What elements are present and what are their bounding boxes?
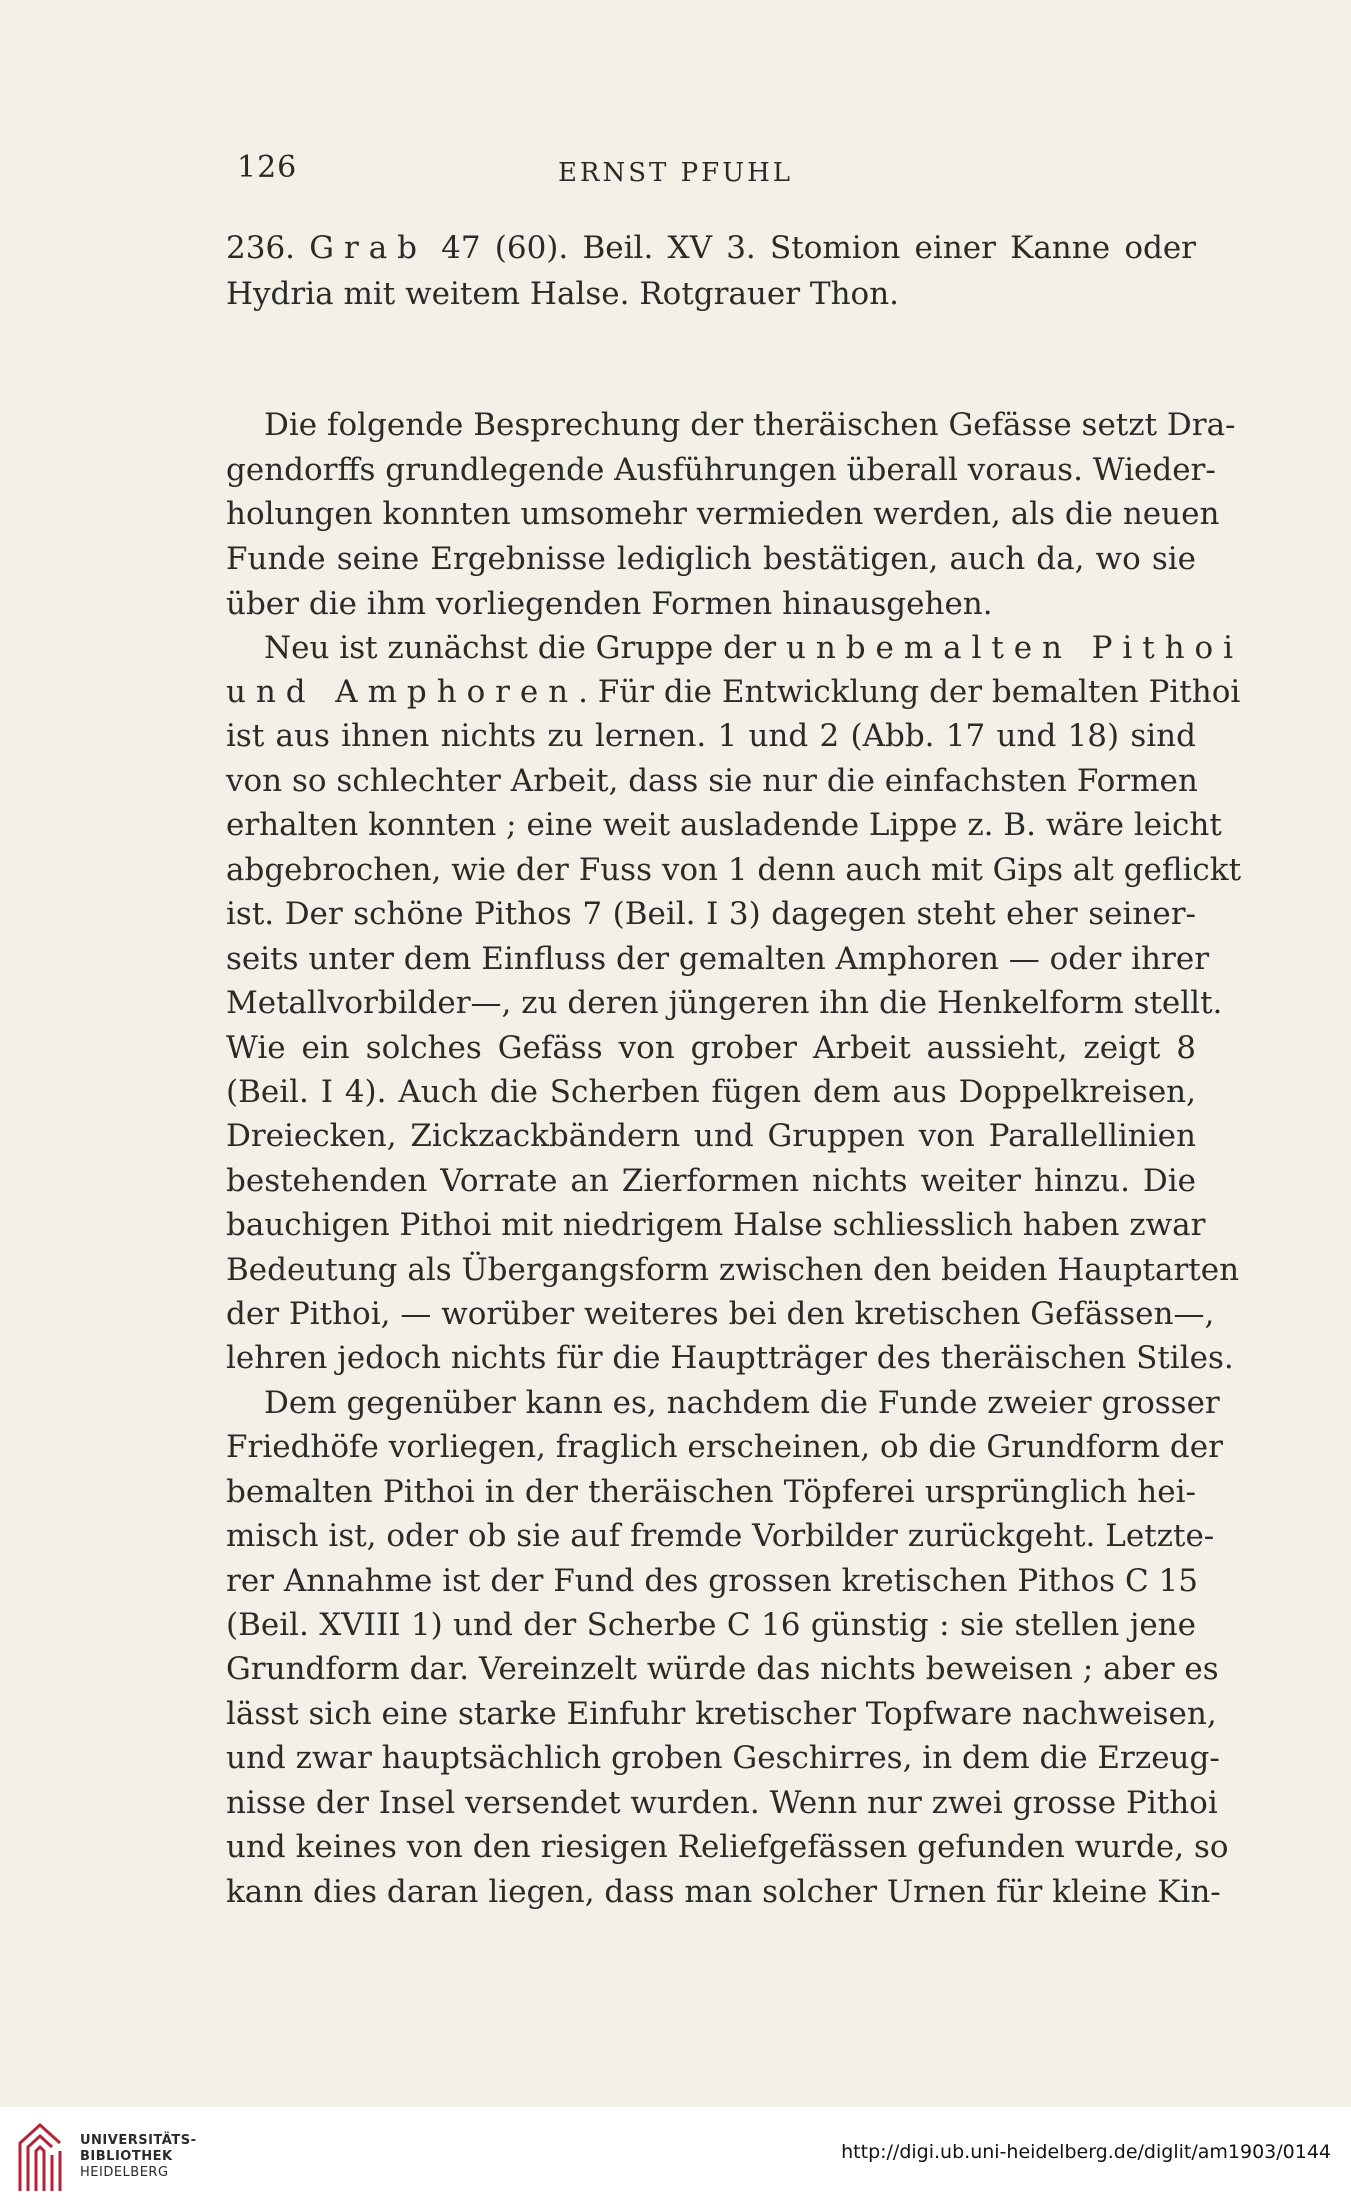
text-run: . Für die Entwicklung der bemalten Pithoi: [578, 674, 1241, 710]
text-line: nisse der Insel versendet wurden. Wenn nur zwei grosse Pithoi: [226, 1785, 1218, 1821]
text-line: ist aus ihnen nichts zu lernen. 1 und 2 (Abb. 17 und 18) sind: [226, 718, 1196, 754]
text-line: Grundform dar. Vereinzelt würde das nichts beweisen ; aber es: [226, 1651, 1219, 1687]
spaced-emphasis: und Amphoren: [226, 674, 579, 710]
spaced-emphasis: unbemalten Pithoi: [785, 630, 1243, 666]
library-name: [80, 2133, 196, 2181]
text-line: gendorffs grundlegende Ausführungen überall voraus. Wieder-: [226, 452, 1216, 488]
text-line: bauchigen Pithoi mit niedrigem Halse schliesslich haben zwar: [226, 1207, 1206, 1243]
text-line: rer Annahme ist der Fund des grossen kretischen Pithos C 15: [226, 1563, 1198, 1599]
text-line: (Beil. XVIII 1) und der Scherbe C 16 günstig : sie stellen jene: [226, 1607, 1196, 1643]
text-run: Neu ist zunächst die Gruppe der: [264, 630, 786, 666]
source-url-link[interactable]: http://digi.ub.uni-heidelberg.de/diglit/am1903/0144: [841, 2141, 1331, 2163]
text-line: über die ihm vorliegenden Formen hinausgehen.: [226, 586, 993, 622]
text-line: kann dies daran liegen, dass man solcher Urnen für kleine Kin-: [226, 1874, 1221, 1910]
entry-line: [226, 226, 1196, 270]
text-line: von so schlechter Arbeit, dass sie nur die einfachsten Formen: [226, 763, 1198, 799]
entry-grave-label: Grab: [309, 230, 427, 266]
text-line: Bedeutung als Übergangsform zwischen den beiden Hauptarten: [226, 1252, 1240, 1288]
library-name-line: UNIVERSITÄTS-: [80, 2133, 197, 2148]
text-line: und zwar hauptsächlich groben Geschirres, in dem die Erzeug-: [226, 1740, 1220, 1776]
text-line: [226, 670, 1241, 714]
text-line: Wie ein solches Gefäss von grober Arbeit aussieht, zeigt 8: [226, 1030, 1196, 1066]
text-line: Metallvorbilder—, zu deren jüngeren ihn die Henkelform stellt.: [226, 985, 1223, 1021]
text-line: bemalten Pithoi in der theräischen Töpferei ursprünglich hei-: [226, 1474, 1196, 1510]
page-number: 126: [237, 150, 298, 185]
library-name-line: BIBLIOTHEK: [80, 2149, 173, 2164]
text-line: erhalten konnten ; eine weit ausladende Lippe z. B. wäre leicht: [226, 807, 1222, 843]
text-line: lässt sich eine starke Einfuhr kretischer Topfware nachweisen,: [226, 1696, 1217, 1732]
text-line: ist. Der schöne Pithos 7 (Beil. I 3) dagegen steht eher seiner-: [226, 896, 1196, 932]
text-line: lehren jedoch nichts für die Hauptträger des theräischen Stiles.: [226, 1340, 1234, 1376]
library-logo-icon: [16, 2121, 64, 2193]
text-line: Die folgende Besprechung der theräischen Gefässe setzt Dra-: [264, 407, 1236, 443]
entry-text: 47 (60). Beil. XV 3. Stomion einer Kanne oder: [426, 230, 1196, 266]
text-line: seits unter dem Einfluss der gemalten Amphoren — oder ihrer: [226, 941, 1210, 977]
text-line: Dreiecken, Zickzackbändern und Gruppen von Parallellinien: [226, 1118, 1196, 1154]
text-line: Friedhöfe vorliegen, fraglich erscheinen, ob die Grundform der: [226, 1429, 1223, 1465]
library-name-line: HEIDELBERG: [80, 2165, 169, 2180]
entry-line: Hydria mit weitem Halse. Rotgrauer Thon.: [226, 276, 900, 312]
text-line: (Beil. I 4). Auch die Scherben fügen dem aus Doppelkreisen,: [226, 1074, 1196, 1110]
text-line: abgebrochen, wie der Fuss von 1 denn auch mit Gips alt geflickt: [226, 852, 1242, 888]
text-line: bestehenden Vorrate an Zierformen nichts weiter hinzu. Die: [226, 1163, 1196, 1199]
text-line: und keines von den riesigen Reliefgefässen gefunden wurde, so: [226, 1829, 1229, 1865]
text-line: Funde seine Ergebnisse lediglich bestätigen, auch da, wo sie: [226, 541, 1196, 577]
text-line: [264, 626, 1243, 670]
text-line: holungen konnten umsomehr vermieden werden, als die neuen: [226, 496, 1220, 532]
text-line: der Pithoi, — worüber weiteres bei den kretischen Gefässen—,: [226, 1296, 1215, 1332]
running-head: ERNST PFUHL: [557, 158, 794, 188]
footer-bar: [0, 2107, 1351, 2207]
text-line: misch ist, oder ob sie auf fremde Vorbilder zurückgeht. Letzte-: [226, 1518, 1215, 1554]
entry-number: 236.: [226, 230, 310, 266]
text-line: Dem gegenüber kann es, nachdem die Funde zweier grosser: [264, 1385, 1220, 1421]
